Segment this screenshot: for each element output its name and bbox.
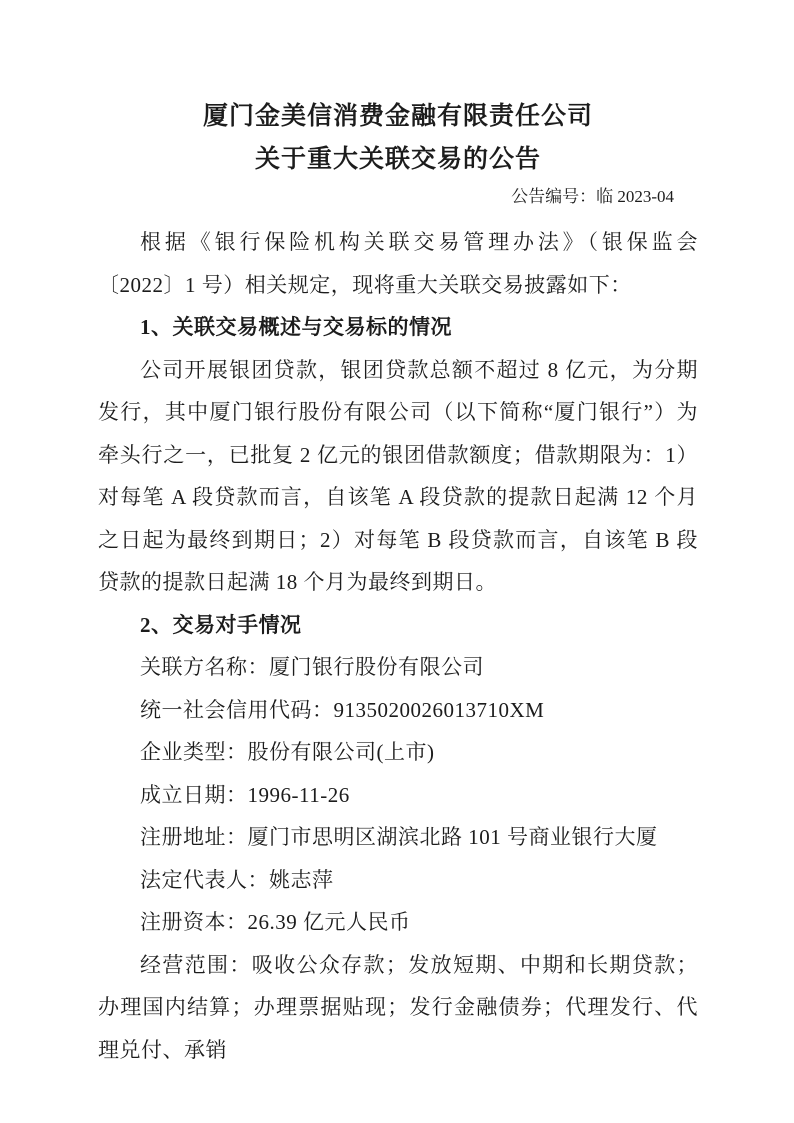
section-2-heading: 2、交易对手情况 (140, 612, 302, 637)
document-title-line2: 关于重大关联交易的公告 (254, 145, 541, 173)
registered-address-line: 注册地址：厦门市思明区湖滨北路 101 号商业银行大厦 (140, 825, 658, 849)
enterprise-type-line: 企业类型：股份有限公司(上市) (140, 740, 435, 764)
establish-date-line: 成立日期：1996-11-26 (140, 782, 350, 807)
counterparty-name-line: 关联方名称：厦门银行股份有限公司 (140, 655, 484, 679)
legal-representative-line: 法定代表人：姚志萍 (140, 867, 334, 892)
announcement-number: 公告编号：临 2023-04 (511, 187, 674, 206)
business-scope-paragraph: 经营范围：吸收公众存款；发放短期、中期和长期贷款；办理国内结算；办理票据贴现；发行金融债券；代理发行、代理兑付、承销 (98, 952, 698, 1062)
section-1-heading: 1、关联交易概述与交易标的情况 (140, 315, 452, 339)
section-1-paragraph: 公司开展银团贷款，银团贷款总额不超过 8 亿元，为分期发行，其中厦门银行股份有限公司（以下简称“厦门银行”）为牵头行之一，已批复 2 亿元的银团借款额度；借款期限为：1）对每笔 A 段贷款而言，自该笔 A 段贷款的提款日起满 12 个月之日起为最终到期日；2）对每笔 B 段贷款而言，自该笔 B 段贷款的提款日起满 18 个月为最终到期日。 (98, 357, 698, 594)
credit-code-line: 统一社会信用代码：9135020026013710XM (140, 697, 545, 722)
document-title-line1: 厦门金美信消费金融有限责任公司 (202, 102, 593, 130)
registered-capital-line: 注册资本：26.39 亿元人民币 (140, 910, 411, 934)
intro-paragraph: 根据《银行保险机构关联交易管理办法》（银保监会〔2022〕1 号）相关规定，现将重大关联交易披露如下： (98, 230, 698, 297)
